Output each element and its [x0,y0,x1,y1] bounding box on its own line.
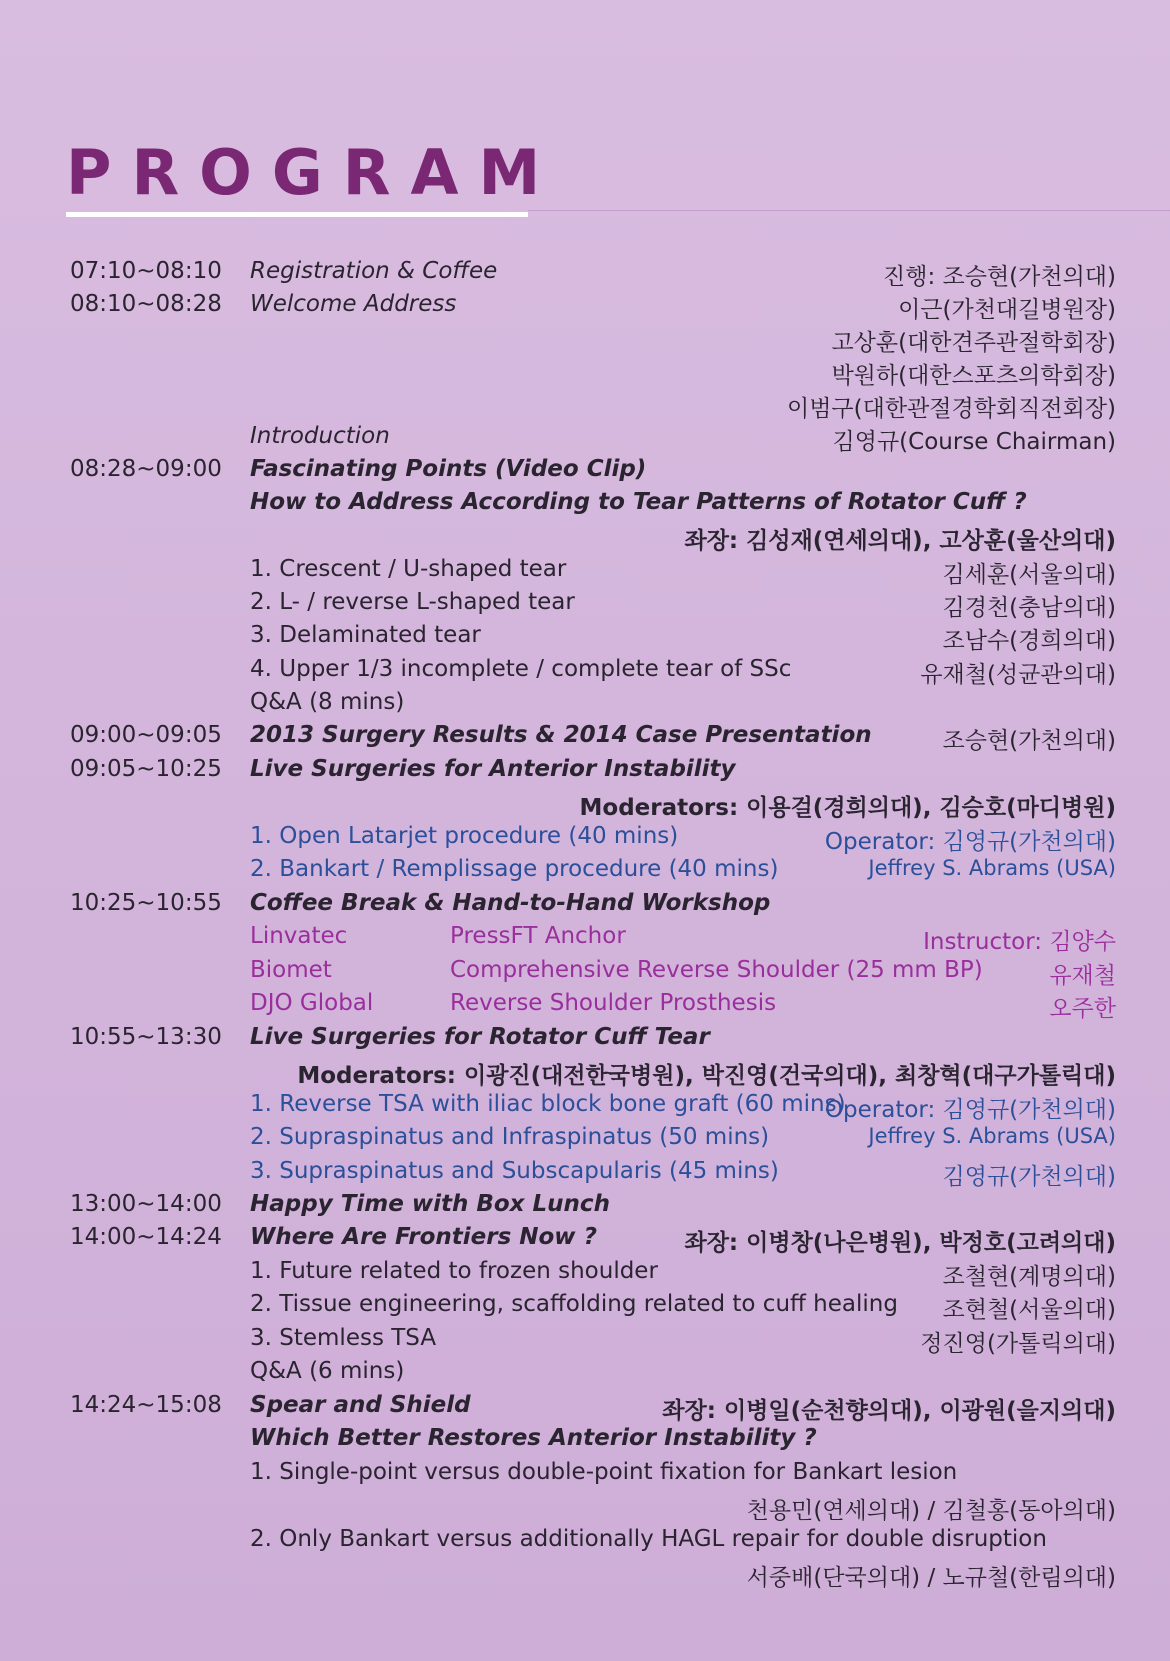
sponsor: Linvatec [250,923,348,949]
speaker: 진행: 조승현(가천의대) [883,264,1116,290]
operator: Jeffrey S. Abrams (USA) [868,856,1116,880]
program-row [0,1390,1170,1422]
talk-title: 3. Stemless TSA [250,1325,437,1351]
speaker: 고상훈(대한견주관절학회장) [831,330,1116,356]
speaker: 김세훈(서울의대) [942,562,1116,588]
talk-title: 1. Open Latarjet procedure (40 mins) [250,823,679,849]
session-title: Spear and Shield [250,1392,471,1418]
program-row [0,821,1170,853]
program-row [0,1423,1170,1455]
title-underline [66,212,528,217]
program-row [0,1457,1170,1489]
program-row [0,921,1170,953]
instructor: Instructor: 김양수 [923,929,1116,955]
talk-title: 2. Bankart / Remplissage procedure (40 mins) [250,856,779,882]
chair: 좌장: 이병창(나은병원), 박정호(고려의대) [684,1230,1116,1256]
chair: 좌장: 김성재(연세의대), 고상훈(울산의대) [684,528,1116,554]
speaker: 천용민(연세의대) / 김철홍(동아의대) [746,1498,1116,1524]
program-row [0,888,1170,920]
session-title: Fascinating Points (Video Clip) [250,456,647,482]
program-row [0,955,1170,987]
time-slot: 14:00~14:24 [70,1224,222,1250]
program-row [0,388,1170,420]
session-title: 2013 Surgery Results & 2014 Case Presentation [250,722,872,748]
moderators: Moderators: 이광진(대전한국병원), 박진영(건국의대), 최창혁(대구가톨릭대) [297,1063,1116,1089]
talk-title: 1. Single-point versus double-point fixation for Bankart lesion [250,1459,958,1485]
talk-title: Q&A (6 mins) [250,1358,405,1384]
program-row [0,256,1170,288]
time-slot: 09:00~09:05 [70,722,222,748]
speaker: 조철현(계명의대) [942,1264,1116,1290]
session-title: How to Address According to Tear Patterns of Rotator Cuff ? [250,489,1027,515]
time-slot: 09:05~10:25 [70,756,222,782]
talk-title: 4. Upper 1/3 incomplete / complete tear of SSc [250,656,792,682]
program-row [0,854,1170,886]
speaker: 유재철(성균관의대) [920,662,1116,688]
session-title: Happy Time with Box Lunch [250,1191,610,1217]
instructor: 유재철 [1049,963,1116,989]
talk-title: 3. Delaminated tear [250,622,481,648]
sponsor: Biomet [250,957,332,983]
operator: Operator: 김영규(가천의대) [824,1097,1116,1123]
speaker: 이근(가천대길병원장) [898,297,1116,323]
program-row [0,487,1170,519]
sponsor: DJO Global [250,990,374,1016]
speaker: 조남수(경희의대) [942,628,1116,654]
operator: Jeffrey S. Abrams (USA) [868,1124,1116,1148]
program-row [0,322,1170,354]
program-row [0,687,1170,719]
program-row [0,520,1170,552]
title-divider [528,210,1170,211]
session-title: Registration & Coffee [250,258,498,284]
program-row [0,1490,1170,1522]
talk-title: 2. L- / reverse L-shaped tear [250,589,575,615]
program-row [0,988,1170,1020]
session-title: Live Surgeries for Rotator Cuff Tear [250,1024,710,1050]
program-row [0,1557,1170,1589]
session-title: Where Are Frontiers Now ? [250,1224,597,1250]
time-slot: 13:00~14:00 [70,1191,222,1217]
program-row [0,1256,1170,1288]
time-slot: 10:25~10:55 [70,890,222,916]
program-row [0,1156,1170,1188]
page-title: PROGRAM [66,136,561,209]
session-title: Live Surgeries for Anterior Instability [250,756,736,782]
program-row [0,1022,1170,1054]
talk-title: 2. Tissue engineering, scaffolding related to cuff healing [250,1291,898,1317]
program-row [0,1323,1170,1355]
program-row [0,754,1170,786]
time-slot: 14:24~15:08 [70,1392,222,1418]
talk-title: 3. Supraspinatus and Subscapularis (45 mins) [250,1158,779,1184]
speaker: 이범구(대한관절경학회직전회장) [787,396,1116,422]
speaker: 정진영(가톨릭의대) [920,1331,1116,1357]
program-row [0,454,1170,486]
product: Comprehensive Reverse Shoulder (25 mm BP) [450,957,983,983]
chair: 좌장: 이병일(순천향의대), 이광원(을지의대) [662,1398,1116,1424]
talk-title: 2. Only Bankart versus additionally HAGL repair for double disruption [250,1526,1047,1552]
program-row [0,720,1170,752]
operator: Operator: 김영규(가천의대) [824,829,1116,855]
program-row [0,1356,1170,1388]
program-row [0,787,1170,819]
time-slot: 07:10~08:10 [70,258,222,284]
talk-title: 1. Reverse TSA with iliac block bone graft (60 mins) [250,1091,846,1117]
session-title: Coffee Break & Hand-to-Hand Workshop [250,890,771,916]
program-row [0,1222,1170,1254]
speaker: 조현철(서울의대) [942,1297,1116,1323]
program-row [0,1524,1170,1556]
session-title: Welcome Address [250,291,457,317]
talk-title: 1. Crescent / U-shaped tear [250,556,567,582]
speaker: 서중배(단국의대) / 노규철(한림의대) [746,1565,1116,1591]
operator: 김영규(가천의대) [942,1164,1116,1190]
time-slot: 10:55~13:30 [70,1024,222,1050]
speaker: 박원하(대한스포츠의학회장) [831,363,1116,389]
program-row [0,1055,1170,1087]
program-row [0,587,1170,619]
product: PressFT Anchor [450,923,626,949]
time-slot: 08:28~09:00 [70,456,222,482]
moderators: Moderators: 이용걸(경희의대), 김승호(마디병원) [579,795,1116,821]
program-row [0,1289,1170,1321]
talk-title: 1. Future related to frozen shoulder [250,1258,658,1284]
speaker: 조승현(가천의대) [942,728,1116,754]
speaker: 김영규(Course Chairman) [832,429,1116,455]
session-title: Introduction [250,423,390,449]
talk-title: 2. Supraspinatus and Infraspinatus (50 mins) [250,1124,770,1150]
time-slot: 08:10~08:28 [70,291,222,317]
program-row [0,1189,1170,1221]
product: Reverse Shoulder Prosthesis [450,990,777,1016]
program-row [0,355,1170,387]
program-row [0,554,1170,586]
speaker: 김경천(충남의대) [942,595,1116,621]
program-row [0,1122,1170,1154]
instructor: 오주한 [1049,996,1116,1022]
talk-title: Q&A (8 mins) [250,689,405,715]
program-row [0,421,1170,453]
program-row [0,1089,1170,1121]
program-row [0,620,1170,652]
session-title: Which Better Restores Anterior Instability ? [250,1425,817,1451]
program-row [0,654,1170,686]
program-row [0,289,1170,321]
